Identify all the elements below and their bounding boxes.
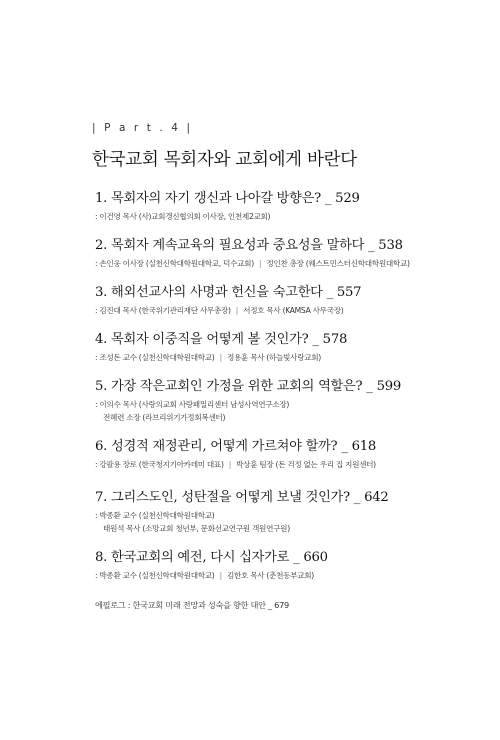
author: : 이건영 목사 (사)교회갱신협의회 이사장, 인천제2교회)	[95, 212, 271, 221]
entry-title: 7. 그리스도인, 성탄절을 어떻게 보낼 것인가? _ 642	[95, 490, 389, 505]
entry-title: 8. 한국교회의 예전, 다시 십자가로 _ 660	[95, 550, 328, 565]
author-separator: |	[259, 259, 262, 268]
entry-title: 4. 목회자 이중직을 어떻게 볼 것인가? _ 578	[95, 332, 348, 347]
toc-entry-8	[95, 549, 485, 582]
part-label: | P a r t . 4 |	[92, 122, 193, 134]
entry-authors	[95, 569, 485, 582]
author: : 이의수 목사 (사랑의교회 사랑패밀리센터 남성사역연구소장)	[95, 400, 290, 409]
author: : 박종환 교수 (실천신학대학원대학교)	[95, 571, 215, 580]
toc-entry-5	[95, 378, 485, 424]
author: : 박종환 교수 (실천신학대학원대학교)	[95, 511, 215, 520]
toc-entry-6	[95, 438, 485, 471]
entry-authors	[95, 458, 485, 471]
author: 태원석 목사 (소망교회 청년부, 문화선교연구원 객원연구원)	[103, 524, 290, 533]
toc-entry-2	[95, 237, 485, 270]
entry-authors	[95, 304, 485, 317]
author: 정인찬 총장 (웨스트민스터신학대학원대학교)	[266, 259, 410, 268]
entry-title: 2. 목회자 계속교육의 필요성과 중요성을 말하다 _ 538	[95, 238, 403, 253]
author: 김한호 목사 (춘천동부교회)	[226, 571, 314, 580]
author: : 강팔용 장로 (한국청지기아카데미 대표)	[95, 460, 224, 469]
entry-title: 3. 해외선교사의 사명과 헌신을 숙고한다 _ 557	[95, 285, 362, 300]
part-title: 한국교회 목회자와 교회에게 바란다	[92, 150, 357, 170]
toc-entry-7	[95, 489, 485, 535]
author: 박상훈 팀장 (돈 걱정 없는 우리 집 지원센터)	[236, 460, 376, 469]
author: : 손인웅 이사장 (실천신학대학원대학교, 덕수교회)	[95, 259, 254, 268]
entry-title: 1. 목회자의 자기 갱신과 나아갈 방향은? _ 529	[95, 191, 360, 206]
entry-title: 5. 가장 작은교회인 가정을 위한 교회의 역할은? _ 599	[95, 379, 402, 394]
author: : 조성돈 교수 (실천신학대학원대학교)	[95, 353, 215, 362]
entry-authors	[95, 509, 485, 535]
author-separator: |	[219, 571, 222, 580]
entry-title: 6. 성경적 재정관리, 어떻게 가르쳐야 할까? _ 618	[95, 439, 377, 454]
toc-entry-4	[95, 331, 485, 364]
toc-entry-3	[95, 284, 485, 317]
author: : 김진대 목사 (한국위기관리재단 사무총장)	[95, 306, 231, 315]
author-separator: |	[228, 460, 231, 469]
author-separator: |	[219, 353, 222, 362]
entry-authors	[95, 257, 485, 270]
author: 전혜련 소장 (라브리위기가정회복센터)	[103, 413, 226, 422]
author: 서정호 목사 (KAMSA 사무국장)	[243, 306, 344, 315]
entry-authors	[95, 210, 485, 223]
epilogue-entry: 에필로그 : 한국교회 미래 전망과 성숙을 향한 대안 _ 679	[95, 600, 289, 610]
author: 정용훈 목사 (하늘빛사랑교회)	[226, 353, 321, 362]
entry-authors	[95, 351, 485, 364]
author-separator: |	[235, 306, 239, 315]
toc-entry-1	[95, 190, 485, 223]
entry-authors	[95, 398, 485, 424]
